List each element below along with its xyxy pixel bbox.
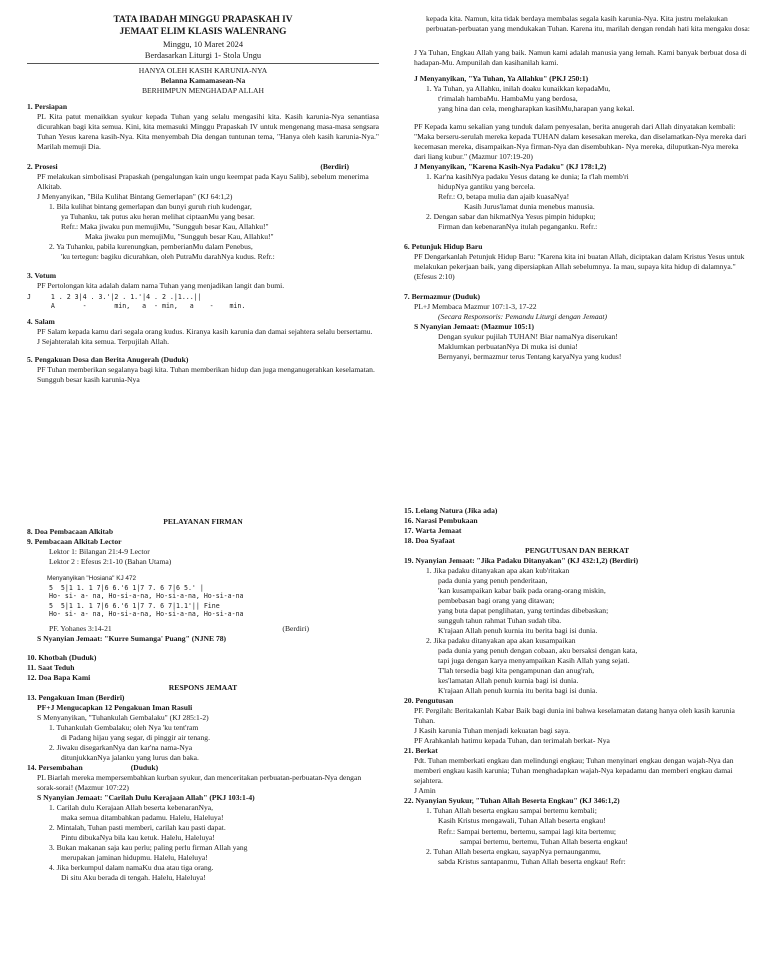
- section-heading: 11. Saat Teduh: [27, 662, 75, 672]
- song-line: Refr.: O, betapa mulia dan ajaib kuasaNya!: [438, 192, 570, 202]
- section-heading: 17. Warta Jemaat: [404, 526, 462, 536]
- song-line: sungguh tahun rahmat Tuhan sudah tiba.: [438, 616, 562, 626]
- song-line: T'lah tersedia bagi kita pengampunan dan anug'rah,: [438, 666, 595, 676]
- song-line: 1. Bila kulihat bintang gemerlapan dan bunyi guruh riuh kudengar,: [49, 202, 252, 212]
- section-heading: 13. Pengakuan Iman (Berdiri): [27, 692, 125, 702]
- posture-tag: (Duduk): [130, 762, 159, 772]
- song-line: Dengan syukur pujilah TUHAN! Biar namaNya diserukan!: [438, 332, 618, 342]
- music-lyrics: Ho- si- a- na, Ho-si-a-na, Ho-si-a-na, Ho-si-a-na: [49, 591, 244, 600]
- column-bottom-right: [404, 506, 750, 867]
- song-line: Firman dan kebenaranNya itulah peganganku. Refr.:: [438, 222, 598, 232]
- music-lyrics: A - min, a - min, a - min.: [27, 301, 246, 310]
- section-text: PL+J Membaca Mazmur 107:1-3, 17-22: [414, 302, 537, 312]
- song-line: merupakan jaminan hidupmu. Halelu, Haleluya!: [61, 852, 208, 862]
- liturgy-note: Berdasarkan Liturgi 1- Stola Ungu: [144, 50, 262, 60]
- section-heading: 6. Petunjuk Hidup Baru: [404, 242, 483, 252]
- song-line: Refr.: Sampai bertemu, bertemu, sampai lagi kita bertemu;: [438, 826, 616, 836]
- congregation-title: JEMAAT ELIM KLASIS WALENRANG: [119, 27, 287, 38]
- song-line: 1. Kar'na kasihNya padaku Yesus datang ke dunia; Ia t'lah memb'ri: [426, 172, 629, 182]
- song-line: sampai bertemu, bertemu, Tuhan Allah beserta engkau!: [460, 836, 628, 846]
- song-line: Bernyanyi, bermazmur terus Tentang karyaNya yang kudus!: [438, 352, 622, 362]
- music-lyrics: Ho- si- a- na, Ho-si-a-na, Ho-si-a-na, Ho-si-a-na: [49, 610, 244, 619]
- song-line: 2. Tuhan Allah beserta engkau, sayapNya pernaunganmu,: [426, 846, 601, 856]
- section-heading: 3. Votum: [27, 271, 57, 281]
- song-intro: S Nyanyian Jemaat: "Kurre Sumanga' Puang" (NJNE 78): [37, 634, 227, 644]
- song-line: pada dunia yang penuh dengan cobaan, aku bersaksi dengan kata,: [438, 646, 638, 656]
- part-heading: RESPONS JEMAAT: [168, 682, 238, 692]
- page-title: TATA IBADAH MINGGU PRAPASKAH IV: [113, 15, 293, 25]
- song-intro: J Menyanyikan, "Bila Kulihat Bintang Gemerlapan" (KJ 64:1,2): [37, 192, 233, 202]
- section-heading: 19. Nyanyian Jemaat: "Jika Padaku Ditanyakan" (KJ 432:1,2) (Berdiri): [404, 556, 639, 566]
- song-line: 2. Dengan sabar dan hikmatNya Yesus pimpin hidupku;: [426, 212, 596, 222]
- song-line: 'ku tertegun: bagiku dicurahkan, oleh PutraMu darahNya kudus. Refr.:: [61, 252, 275, 262]
- song-line: 1. Jika padaku ditanyakan apa akan kub'ritakan: [426, 566, 570, 576]
- section-text: J Amin: [414, 786, 436, 796]
- song-line: pembebasan bagi orang yang ditawan;: [438, 596, 555, 606]
- section-heading: 16. Narasi Pembukaan: [404, 516, 478, 526]
- section-heading: 5. Pengakuan Dosa dan Berita Anugerah (Duduk): [27, 354, 189, 364]
- music-notation: J 1 . 2 3|4 . 3.'|2 . 1.'|4 . 2 .|1...||: [27, 293, 202, 302]
- song-line: Pintu dibukaNya bila kau ketuk. Halelu, Haleluya!: [61, 832, 215, 842]
- column-top-left: [27, 14, 379, 385]
- song-intro: J Menyanyikan, "Karena Kasih-Nya Padaku" (KJ 178:1,2): [414, 162, 607, 172]
- section-text: PF melakukan simbolisasi Prapaskah (pengalungan kain ungu keempat pada Kayu Salib), sebelum menerima Alkitab.: [37, 172, 369, 192]
- posture-tag: (Berdiri): [320, 162, 349, 172]
- song-line: yang hina dan cela, mengharapkan kasihMu,harapan yang kekal.: [438, 104, 635, 114]
- song-line: Maklumkan perbuatanNya Di muka isi dunia!: [438, 342, 578, 352]
- song-line: 'kan kusampaikan kabar baik pada orang-orang miskin,: [438, 586, 606, 596]
- song-line: Di situ Aku berada di tengah. Halelu, Haleluya!: [61, 872, 206, 882]
- song-line: ditunjukkanNya jalanku yang lurus dan baka.: [61, 752, 199, 762]
- congregation-response: J Ya Tuhan, Engkau Allah yang baik. Namun kami adalah manusia yang lemah. Kami banyak berbuat dosa di hadapan-Mu. Ampunilah dan kasihanilah kami.: [414, 48, 747, 68]
- song-line: ya Tuhanku, tak putus aku heran melihat ciptaanMu yang besar.: [61, 212, 255, 222]
- posture-tag: (Berdiri): [282, 624, 309, 634]
- song-line: K'rajaan Allah penuh kurnia itu berita bagi isi dunia.: [438, 626, 598, 636]
- section-text: PF Pertolongan kita adalah dalam nama Tuhan yang menjadikan langit dan bumi.: [37, 281, 285, 291]
- section-heading: 8. Doa Pembacaan Alkitab: [27, 527, 114, 537]
- section-heading: 15. Lelang Natura (Jika ada): [404, 506, 498, 515]
- section-heading: 21. Berkat: [404, 746, 438, 756]
- song-line: 1. Tuhan Allah beserta engkau sampai bertemu kembali;: [426, 806, 597, 816]
- section-text: PL Kita patut menaikkan syukur kepada Tuhan yang selalu mengasihi kita. Kasih karunia-Nya senantiasa dicurahkan bagi kita semua. Kini, kita memasuki Minggu Prapaskah IV untuk mengenang masa-masa sengsara Tuhan Yesus karena kasih-Nya. Kita menyembah Dia dengan tuntunan tema, "Hanya oleh kasih karunia-Nya." Marilah memuji Dia.: [37, 112, 379, 152]
- music-notation: 5 5|1 1. 1 7|6 6.'6 1|7 7. 6 7|6 5.' |: [49, 583, 204, 592]
- section-heading: 9. Pembacaan Alkitab Lector: [27, 537, 122, 547]
- song-line: maka semua ditambahkan padamu. Halelu, Haleluya!: [61, 812, 224, 822]
- section-text: PF Dengarkanlah Petunjuk Hidup Baru: "Karena kita ini buatan Allah, diciptakan dalam Kristus Yesus untuk melakukan pekerjaan baik, yang dipersiapkan Allah sebelumnya. Ia mau, supaya kita hidup di dalamnya." (Efesus 2:10): [414, 252, 745, 282]
- section-text: J Sejahteralah kita semua. Terpujilah Allah.: [37, 336, 169, 346]
- song-intro: S Nyanyian Jemaat: "Carilah Dulu Kerajaan Allah" (PKJ 103:1-4): [37, 792, 255, 802]
- song-line: Kasih Kristus mengawali, Tuhan Allah beserta engkau!: [438, 816, 606, 826]
- song-line: 2. Jika padaku ditanyakan apa akan kusampaikan: [426, 636, 576, 646]
- theme: HANYA OLEH KASIH KARUNIA-NYA: [138, 66, 268, 75]
- section-text: PF Tuhan memberikan segalanya bagi kita. Tuhan memberikan hidup dan juga menganugerahkan keselamatan. Sungguh besar kasih karunia-Nya: [37, 364, 375, 384]
- section-heading: 1. Persiapan: [27, 102, 68, 112]
- section-text: PF+J Mengucapkan 12 Pengakuan Iman Rasuli: [37, 702, 193, 712]
- section-text: PF Arahkanlah hatimu kepada Tuhan, dan terimalah berkat- Nya: [414, 736, 610, 746]
- section-heading: 2. Prosesi: [27, 162, 58, 172]
- song-line: sabda Kristus santapanmu, Tuhan Allah beserta engkau! Refr:: [438, 856, 626, 866]
- song-line: kes'lamatan Allah penuh kurnia bagi isi dunia.: [438, 676, 579, 686]
- music-notation: 5 5|1 1. 1 7|6 6.'6 1|7 7. 6 7|1.1'|| Fine: [49, 602, 220, 610]
- song-line: 2. Jiwaku disegarkanNya dan kar'na nama-Nya: [49, 742, 193, 752]
- reading-line: Lektor 2 : Efesus 2:1-10 (Bahan Utama): [49, 557, 172, 567]
- reading-line: Lektor 1: Bilangan 21:4-9 Lector: [49, 547, 150, 557]
- section-text: J Kasih karunia Tuhan menjadi kekuatan bagi saya.: [414, 726, 571, 736]
- song-line: Refr.: Maka jiwaku pun memujiMu, "Sungguh besar Kau, Allahku!": [61, 222, 269, 232]
- hosiana-label: Menyanyikan "Hosiana" KJ 472: [47, 575, 137, 583]
- column-top-right: [404, 14, 750, 362]
- part-heading: PENGUTUSAN DAN BERKAT: [524, 546, 630, 556]
- section-text: PL Biarlah mereka mempersembahkan kurban syukur, dan menceritakan perbuatan-perbuatan-Nya dengan sorak-sorai! (Mazmur 107:22): [37, 772, 362, 792]
- song-line: 1. Ya Tuhan, ya Allahku, inilah doaku kunaikkan kepadaMu,: [426, 84, 611, 94]
- song-line: 4. Jika berkumpul dalam namaKu dua atau tiga orang.: [49, 862, 214, 872]
- section-heading: 4. Salam: [27, 316, 55, 326]
- song-line: t'rimalah hambaMu. HambaMu yang berdosa,: [438, 94, 578, 104]
- song-line: tapi juga dengan karya menyampaikan Kasih Allah yang sejati.: [438, 656, 630, 666]
- section-heading: 14. Persembahan: [27, 762, 83, 772]
- column-bottom-left: [27, 517, 379, 883]
- subtheme: Belanna Kamamasean-Na: [160, 76, 246, 86]
- song-line: 2. Mintalah, Tuhan pasti memberi, carilah kau pasti dapat.: [49, 822, 226, 832]
- song-intro: J Menyanyikan, "Ya Tuhan, Ya Allahku" (PKJ 250:1): [414, 74, 589, 84]
- song-line: di Padang hijau yang segar, di pinggir air tenang.: [61, 732, 211, 742]
- song-line: 1. Carilah dulu Kerajaan Allah beserta kebenaranNya,: [49, 802, 214, 812]
- song-intro: S Menyanyikan, "Tuhankulah Gembalaku" (KJ 285:1-2): [37, 712, 209, 722]
- section-text: kepada kita. Namun, kita tidak berdaya membalas segala kasih karunia-Nya. Kita justru melakukan perbuatan-perbuatan yang mendukakan Tuhan. Karena itu, marilah dengan rendah hati kita mengaku dosa:: [426, 14, 750, 34]
- service-date: Minggu, 10 Maret 2024: [162, 39, 244, 49]
- divider: [27, 63, 379, 64]
- song-line: yang buta dapat penglihatan, yang tertindas dibebaskan;: [438, 606, 609, 616]
- section-heading: 20. Pengutusan: [404, 696, 454, 706]
- part-heading: PELAYANAN FIRMAN: [163, 517, 243, 526]
- section-heading: 18. Doa Syafaat: [404, 536, 455, 546]
- section-text: PF. Pergilah: Beritakanlah Kabar Baik bagi dunia ini bahwa keselamatan datang hanya oleh kasih karunia Tuhan.: [414, 706, 735, 726]
- song-line: 1. Tuhankulah Gembalaku; oleh Nya 'ku tent'ram: [49, 722, 199, 732]
- song-line: 3. Bukan makanan saja kau perlu; paling perlu firman Allah yang: [49, 842, 248, 852]
- song-line: 2. Ya Tuhanku, pabila kurenungkan, pemberianMu dalam Penebus,: [49, 242, 253, 252]
- gospel-reading: PF. Yohanes 3:14-21: [49, 624, 112, 634]
- section-heading: 10. Khotbah (Duduk): [27, 652, 97, 662]
- song-line: K'rajaan Allah penuh kurnia itu berita bagi isi dunia.: [438, 686, 598, 696]
- section-text: Pdt. Tuhan memberkati engkau dan melindungi engkau; Tuhan menyinari engkau dengan wajah-Nya dan memberi engkau kasih karunia; Tuhan menghadapkan wajah-Nya kepadamu dan memberi engkau damai sejahtera.: [414, 756, 734, 786]
- song-line: hidupNya gantiku yang bercela.: [438, 182, 535, 192]
- song-intro: S Nyanyian Jemaat: (Mazmur 105:1): [414, 322, 535, 332]
- song-line: Kasih Jurus'lamat dunia menebus manusia.: [464, 202, 595, 212]
- song-line: Maka jiwaku pun memujiMu, "Sungguh besar Kau, Allahku!": [85, 232, 274, 242]
- section-text: PF Salam kepada kamu dari segala orang kudus. Kiranya kasih karunia dan damai sejahtera selalu bersertamu.: [37, 326, 373, 336]
- section-heading: 22. Nyanyian Syukur, "Tuhan Allah Beserta Engkau" (KJ 346:1,2): [404, 796, 620, 806]
- section-heading: 7. Bermazmur (Duduk): [404, 292, 481, 302]
- song-line: pada dunia yang penuh penderitaan,: [438, 576, 548, 586]
- section-note: (Secara Responsoris: Pemandu Liturgi dengan Jemaat): [438, 312, 608, 322]
- part-heading: BERHIMPUN MENGHADAP ALLAH: [141, 86, 265, 96]
- section-text: PF Kepada kamu sekalian yang tunduk dalam penyesalan, berita anugerah dari Allah dinyatakan kembali: "Maka berseru-serulah mereka kepada TUHAN dalam kesesakan mereka, dan diselamatkan-Nya mereka dari kecemasan mereka, disampaikan-Nya firman-Nya dan disembuhkan- Nya mereka, diluputkan-Nya mereka dari liang kubur." (Mazmur 107:19-20): [414, 122, 747, 162]
- section-heading: 12. Doa Bapa Kami: [27, 672, 91, 682]
